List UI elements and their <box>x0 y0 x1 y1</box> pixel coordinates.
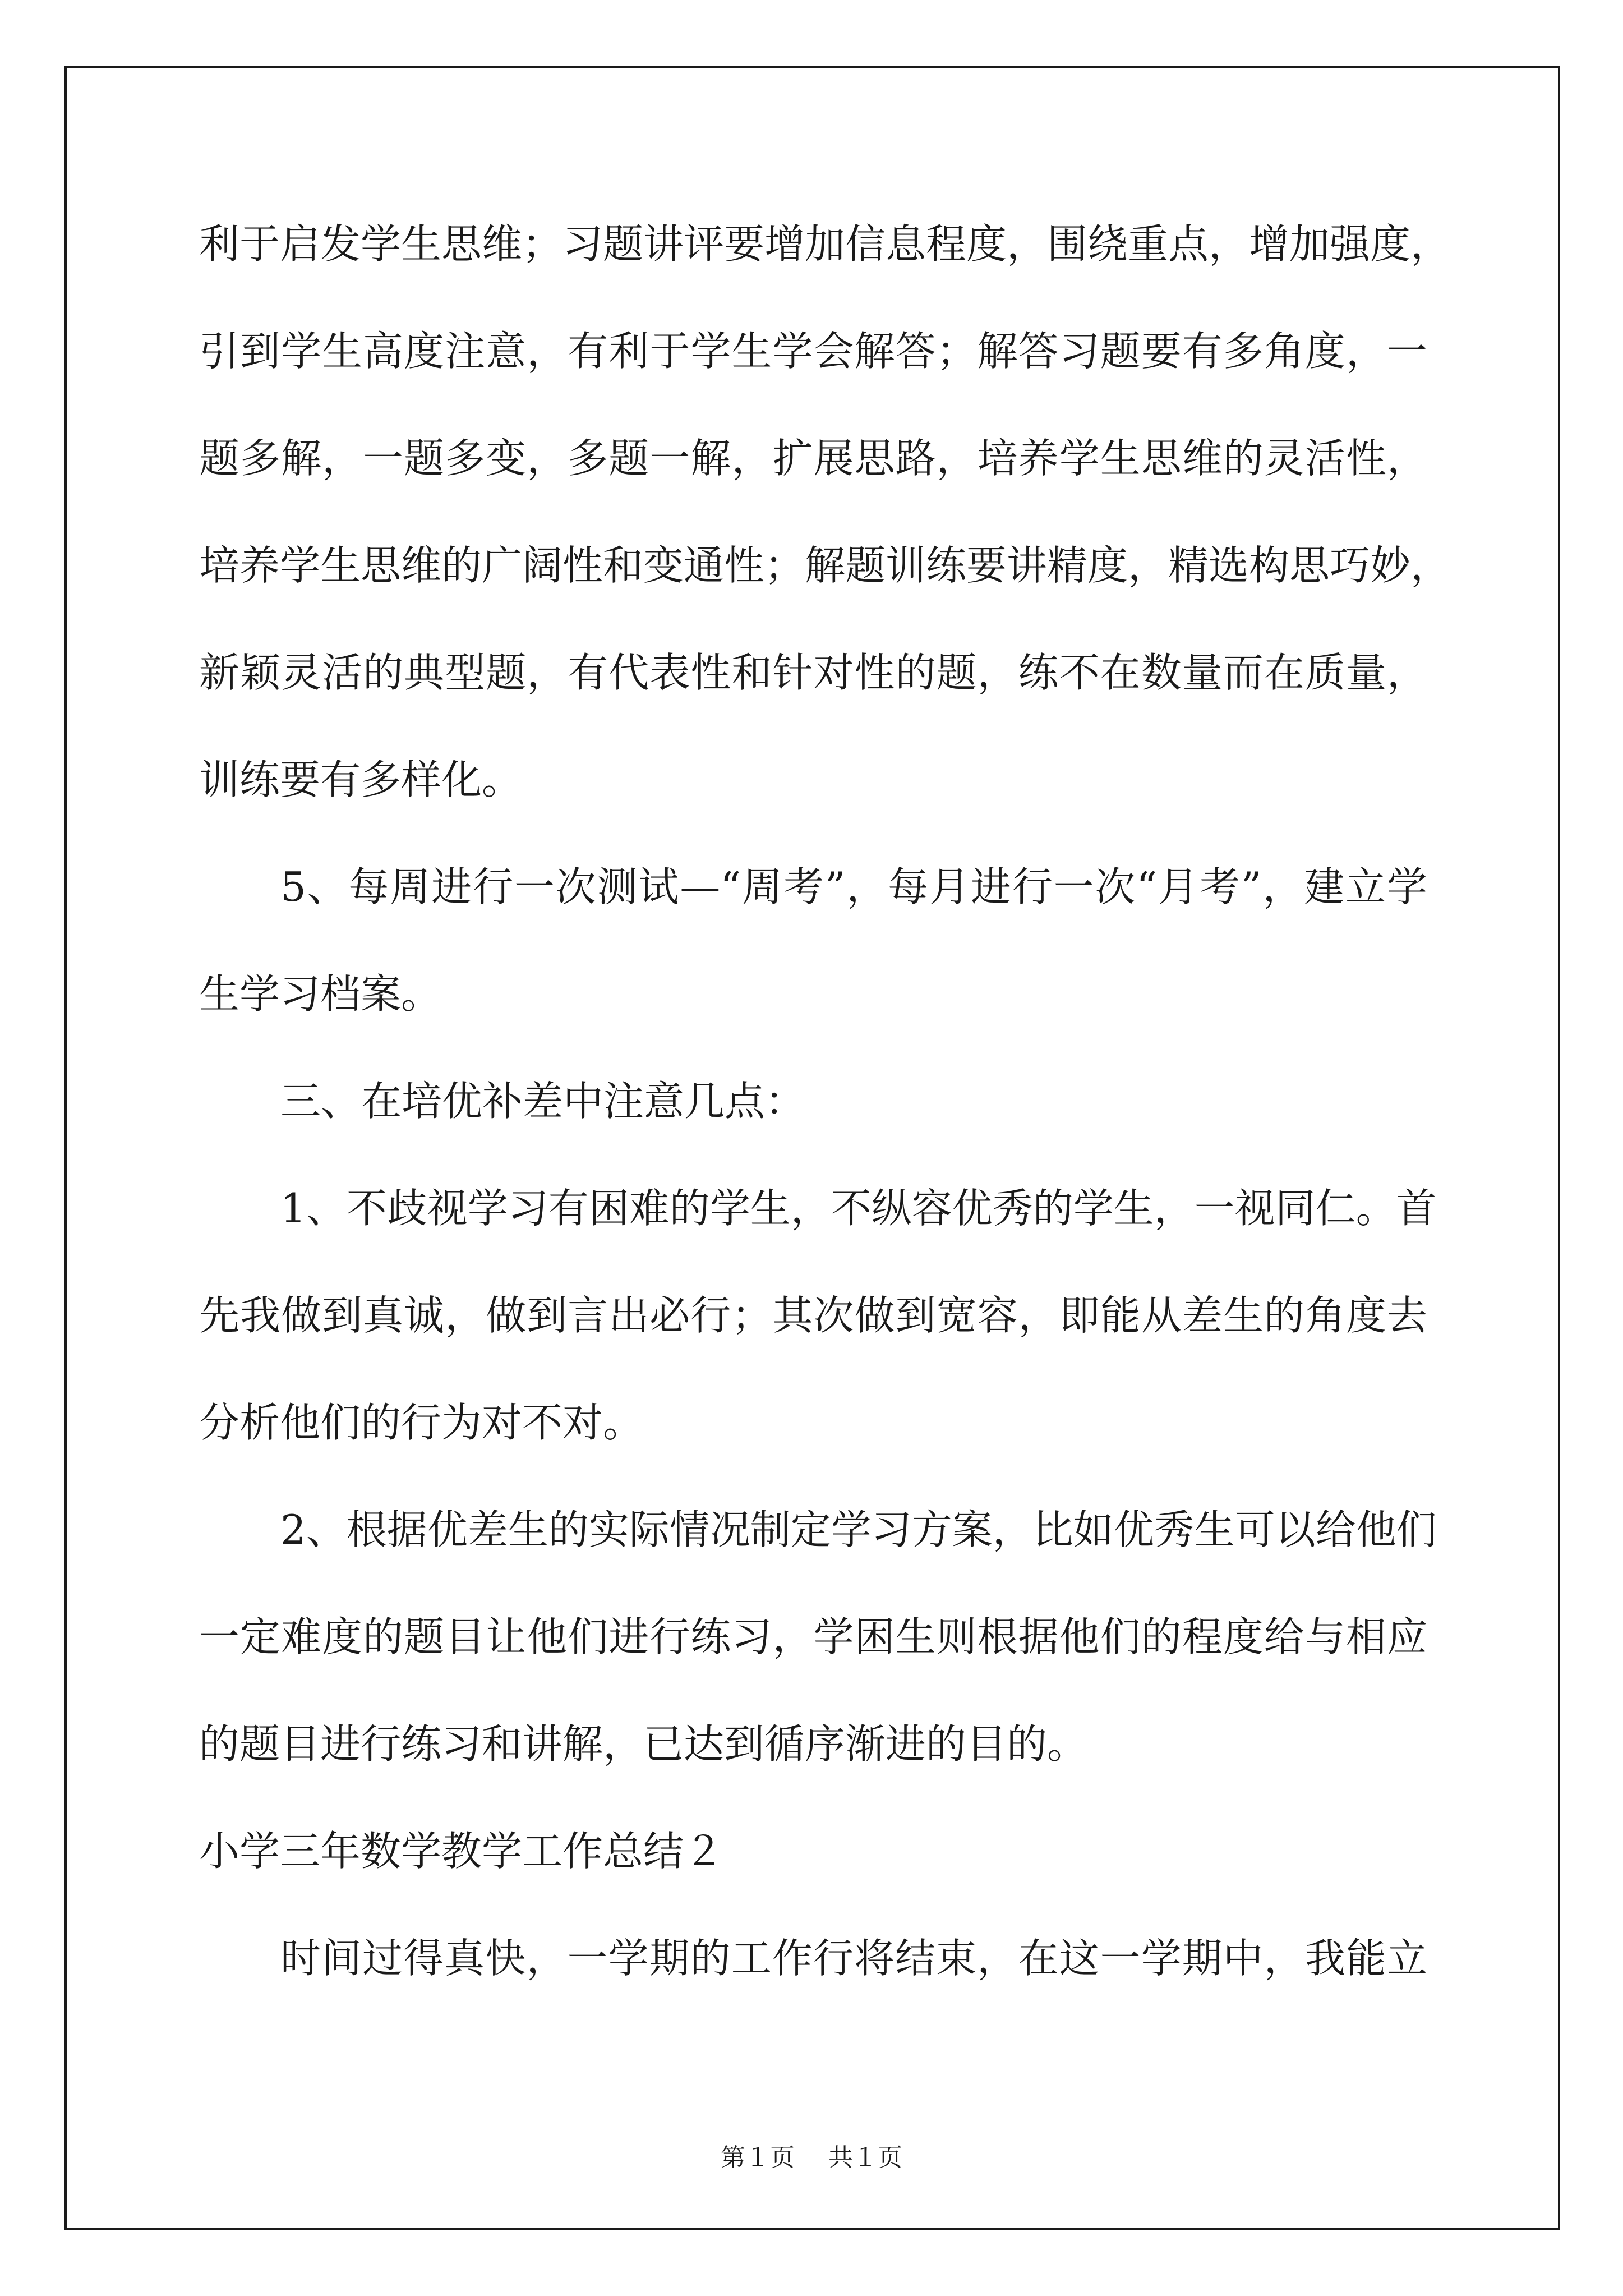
text-line: 训练要有多样化。 <box>199 756 523 803</box>
text-line: 2、根据优差生的实际情况制定学习方案，比如优秀生可以给他们 <box>280 1506 1437 1553</box>
text-line: 时间过得真快，一学期的工作行将结束，在这一学期中，我能立 <box>280 1935 1427 1982</box>
page-footer <box>0 2137 1623 2173</box>
text-line: 分析他们的行为对不对。 <box>199 1399 644 1446</box>
text-line: 培养学生思维的广阔性和变通性；解题训练要讲精度，精选构思巧妙， <box>199 542 1451 589</box>
page-number: 第１页 <box>721 2143 795 2172</box>
text-line: 先我做到真诚，做到言出必行；其次做到宽容，即能从差生的角度去 <box>199 1292 1427 1339</box>
text-line: 5、每周进行一次测试—“周考”，每月进行一次“月考”，建立学 <box>280 863 1427 910</box>
text-line: 一定难度的题目让他们进行练习，学困生则根据他们的程度给与相应 <box>199 1613 1427 1660</box>
text-line: 新颖灵活的典型题，有代表性和针对性的题，练不在数量而在质量， <box>199 649 1427 696</box>
text-line: 利于启发学生思维；习题讲评要增加信息程度，围绕重点，增加强度， <box>199 220 1451 268</box>
text-line: 引到学生高度注意，有利于学生学会解答；解答习题要有多角度，一 <box>199 328 1427 375</box>
text-line: 的题目进行练习和讲解，已达到循序渐进的目的。 <box>199 1720 1088 1768</box>
document-body <box>199 191 1451 2012</box>
text-line: 1、不歧视学习有困难的学生，不纵容优秀的学生，一视同仁。首 <box>280 1185 1437 1232</box>
page-total: 共１页 <box>828 2143 902 2172</box>
text-line: 题多解，一题多变，多题一解，扩展思路，培养学生思维的灵活性， <box>199 435 1427 482</box>
section-heading: 三、在培优补差中注意几点： <box>280 1078 806 1125</box>
text-line: 生学习档案。 <box>199 970 442 1018</box>
document-title: 小学三年数学教学工作总结２ <box>199 1828 725 1875</box>
